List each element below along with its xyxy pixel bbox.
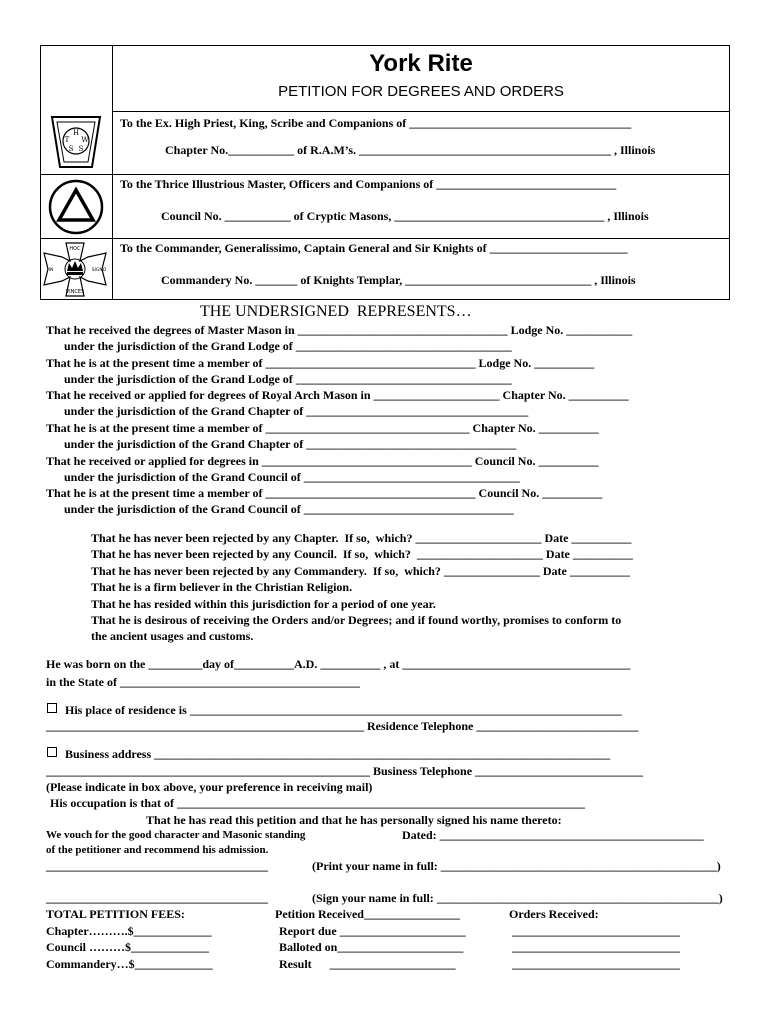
represents-line-6[interactable]: under the jurisdiction of the Grand Chapter of _____________________________________ bbox=[46, 404, 529, 418]
business-mail-checkbox[interactable] bbox=[47, 747, 57, 757]
represents-line-2[interactable]: under the jurisdiction of the Grand Lodge of ____________________________________ bbox=[46, 339, 512, 353]
dated-line[interactable]: Dated: ____________________________________________ bbox=[402, 828, 704, 842]
voucher-signature-line-1[interactable]: _____________________________________ bbox=[46, 859, 268, 873]
triangle-circle-icon bbox=[47, 178, 105, 236]
page-title: York Rite bbox=[369, 50, 473, 77]
residence-line[interactable]: His place of residence is ________________________________________________________________________ bbox=[65, 703, 622, 717]
keystone-icon bbox=[48, 113, 104, 171]
represents-line-10[interactable]: under the jurisdiction of the Grand Council of ____________________________________ bbox=[46, 470, 520, 484]
commandery-motto-right: SIGNO bbox=[91, 268, 107, 273]
report-due[interactable]: Report due _____________________ bbox=[279, 924, 466, 938]
birth-state-line[interactable]: in the State of ________________________________________ bbox=[46, 675, 360, 689]
mail-preference-note: (Please indicate in box above, your preference in receiving mail) bbox=[46, 780, 373, 794]
birth-line[interactable]: He was born on the _________day of__________A.D. __________ , at ______________________________________ bbox=[46, 657, 631, 671]
represents-line-1[interactable]: That he received the degrees of Master Mason in ___________________________________ Lodge No. ___________ bbox=[46, 323, 633, 337]
council-address-line1[interactable]: To the Thrice Illustrious Master, Officers and Companions of ______________________________ bbox=[120, 177, 617, 191]
residence-telephone-line[interactable]: _____________________________________________________ Residence Telephone ___________________________ bbox=[46, 719, 639, 733]
represents-line-8[interactable]: under the jurisdiction of the Grand Chapter of ___________________________________ bbox=[46, 437, 517, 451]
vouch-line-1: We vouch for the good character and Masonic standing bbox=[46, 829, 306, 841]
page-subtitle: PETITION FOR DEGREES AND ORDERS bbox=[278, 83, 564, 100]
svg-text:S: S bbox=[78, 145, 84, 153]
represents-line-4[interactable]: under the jurisdiction of the Grand Lodge of ____________________________________ bbox=[46, 372, 512, 386]
commandery-address-line2[interactable]: Commandery No. _______ of Knights Templar, _______________________________ , Illinois bbox=[161, 273, 636, 287]
represents-line-11[interactable]: That he is at the present time a member of ___________________________________ Council No. __________ bbox=[46, 486, 603, 500]
header-divider-title bbox=[112, 111, 730, 112]
svg-text:S: S bbox=[68, 145, 74, 153]
read-petition-statement: That he has read this petition and that he has personally signed his name thereto: bbox=[146, 813, 562, 827]
vouch-line-2: of the petitioner and recommend his admission. bbox=[46, 844, 269, 856]
orders-line-3[interactable]: ____________________________ bbox=[512, 957, 680, 971]
orders-line-2[interactable]: ____________________________ bbox=[512, 940, 680, 954]
statement-desire: That he is desirous of receiving the Orders and/or Degrees; and if found worthy, promises to conform to bbox=[91, 613, 622, 627]
represents-line-3[interactable]: That he is at the present time a member of ___________________________________ Lodge No. __________ bbox=[46, 356, 595, 370]
statement-residency: That he has resided within this jurisdiction for a period of one year. bbox=[91, 597, 436, 611]
voucher-signature-line-2[interactable]: _____________________________________ bbox=[46, 891, 268, 905]
svg-text:H: H bbox=[72, 129, 80, 137]
fees-title: TOTAL PETITION FEES: bbox=[46, 907, 185, 921]
represents-line-12[interactable]: under the jurisdiction of the Grand Council of ___________________________________ bbox=[46, 502, 514, 516]
statement-usages: the ancient usages and customs. bbox=[91, 629, 254, 643]
statement-chapter-rejection[interactable]: That he has never been rejected by any Chapter. If so, which? _____________________ Date __________ bbox=[91, 531, 632, 545]
sign-name-line[interactable]: (Sign your name in full: _______________________________________________) bbox=[312, 891, 723, 905]
council-address-line2[interactable]: Council No. ___________ of Cryptic Masons, ___________________________________ , Illinois bbox=[161, 209, 649, 223]
represents-line-7[interactable]: That he is at the present time a member of __________________________________ Chapter No. __________ bbox=[46, 421, 599, 435]
header-divider-council bbox=[40, 238, 730, 239]
svg-text:W: W bbox=[81, 136, 89, 144]
petition-received[interactable]: Petition Received________________ bbox=[275, 907, 460, 921]
cross-crown-icon bbox=[42, 241, 108, 298]
orders-received-label: Orders Received: bbox=[509, 907, 599, 921]
balloted-on[interactable]: Balloted on_____________________ bbox=[279, 940, 464, 954]
represents-line-9[interactable]: That he received or applied for degrees in ___________________________________ Council No. __________ bbox=[46, 454, 599, 468]
header-divider-chapter bbox=[40, 174, 730, 175]
commandery-address-line1[interactable]: To the Commander, Generalissimo, Captain General and Sir Knights of _______________________ bbox=[120, 241, 628, 255]
commandery-motto-bottom: VINCES bbox=[65, 289, 85, 295]
svg-text:T: T bbox=[64, 136, 70, 144]
residence-mail-checkbox[interactable] bbox=[47, 703, 57, 713]
commandery-motto-top: HOC bbox=[69, 246, 81, 252]
statement-religion: That he is a firm believer in the Christian Religion. bbox=[91, 580, 353, 594]
chapter-address-line2[interactable]: Chapter No.___________ of R.A.M’s. __________________________________________ , Illinois bbox=[165, 143, 656, 157]
business-address-line[interactable]: Business address ____________________________________________________________________________ bbox=[65, 747, 611, 761]
business-telephone-line[interactable]: ______________________________________________________ Business Telephone ____________________________ bbox=[46, 764, 644, 778]
fee-council[interactable]: Council ………$_____________ bbox=[46, 940, 210, 954]
occupation-line[interactable]: His occupation is that of ____________________________________________________________________ bbox=[50, 796, 586, 810]
commandery-motto-left: IN bbox=[48, 268, 54, 273]
orders-line-1[interactable]: ____________________________ bbox=[512, 924, 680, 938]
chapter-address-line1[interactable]: To the Ex. High Priest, King, Scribe and Companions of _____________________________________ bbox=[120, 116, 632, 130]
fee-chapter[interactable]: Chapter……….$_____________ bbox=[46, 924, 212, 938]
statement-council-rejection[interactable]: That he has never been rejected by any Council. If so, which? _____________________ Date __________ bbox=[91, 547, 633, 561]
result[interactable]: Result _____________________ bbox=[279, 957, 456, 971]
represents-heading: THE UNDERSIGNED REPRESENTS… bbox=[200, 303, 472, 320]
print-name-line[interactable]: (Print your name in full: ______________________________________________) bbox=[312, 859, 721, 873]
statement-commandery-rejection[interactable]: That he has never been rejected by any Commandery. If so, which? ________________ Date __________ bbox=[91, 564, 630, 578]
fee-commandery[interactable]: Commandery…$_____________ bbox=[46, 957, 213, 971]
represents-line-5[interactable]: That he received or applied for degrees of Royal Arch Mason in _____________________ Chapter No. __________ bbox=[46, 388, 629, 402]
